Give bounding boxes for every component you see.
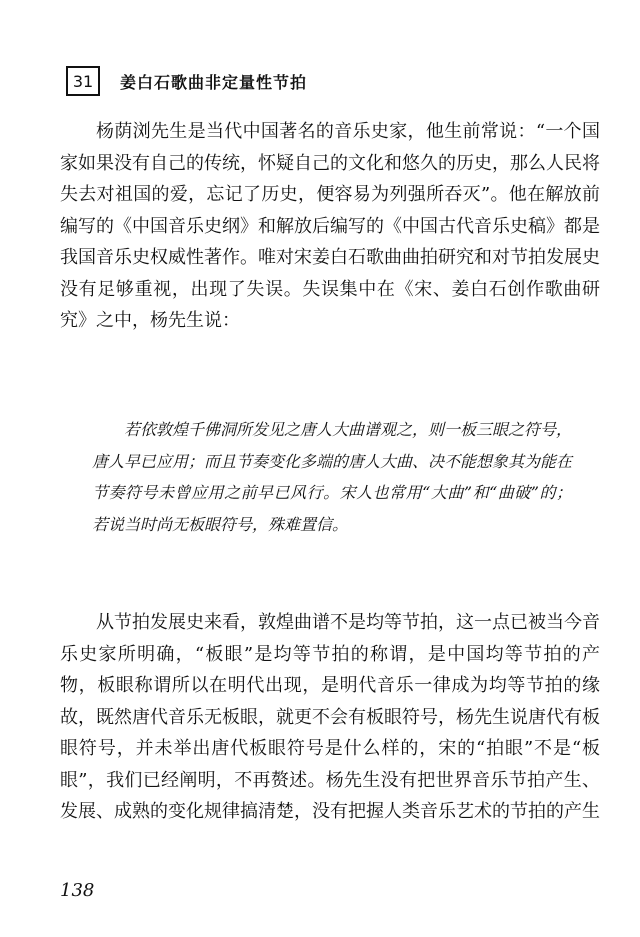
section-number-box: 31	[66, 66, 100, 96]
section-heading	[66, 66, 307, 96]
block-quote: 若依敦煌千佛洞所发见之唐人大曲谱观之，则一板三眼之符号，唐人早已应用；而且节奏变化多端的唐人大曲、决不能想象其为能在节奏符号未曾应用之前早已风行。宋人也常用“大曲”和“曲破”的；若说当时尚无板眼符号，殊难置信。	[92, 420, 573, 534]
section-title: 姜白石歌曲非定量性节拍	[120, 72, 308, 92]
page-number: 138	[60, 880, 95, 901]
analysis-paragraph: 从节拍发展史来看，敦煌曲谱不是均等节拍，这一点已被当今音乐史家所明确，“板眼”是均等节拍的称谓，是中国均等节拍的产物，板眼称谓所以在明代出现，是明代音乐一律成为均等节拍的缘故，既然唐代音乐无板眼，就更不会有板眼符号，杨先生说唐代有板眼符号，并未举出唐代板眼符号是什么样的，宋的“拍眼”不是“板眼”，我们已经阐明，不再赘述。杨先生没有把世界音乐节拍产生、发展、成熟的变化规律搞清楚，没有把握人类音乐艺术的节拍的产生	[60, 612, 600, 822]
intro-paragraph: 杨荫浏先生是当代中国著名的音乐史家，他生前常说：“一个国家如果没有自己的传统，怀疑自己的文化和悠久的历史，那么人民将失去对祖国的爱，忘记了历史，便容易为列强所吞灭”。他在解放前编写的《中国音乐史纲》和解放后编写的《中国古代音乐史稿》都是我国音乐史权威性著作。唯对宋姜白石歌曲曲拍研究和对节拍发展史没有足够重视，出现了失误。失误集中在《宋、姜白石创作歌曲研究》之中，杨先生说：	[60, 121, 600, 331]
